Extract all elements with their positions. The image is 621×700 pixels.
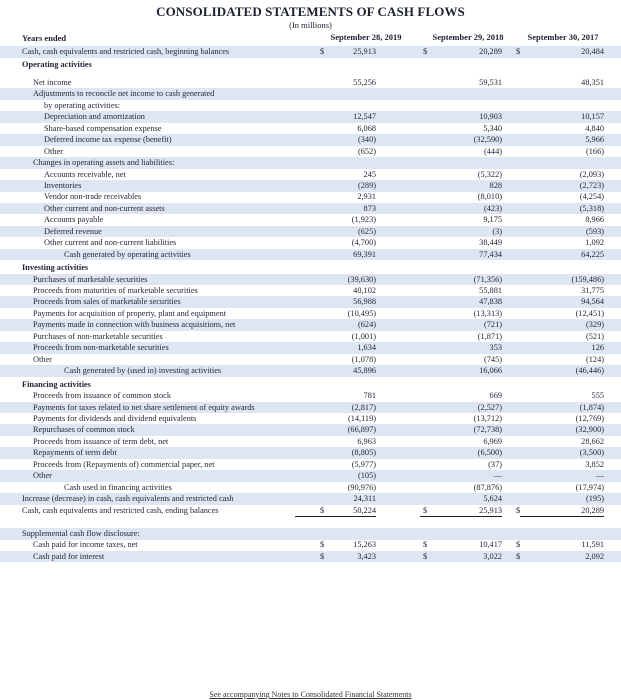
row-value: 1,634: [357, 343, 376, 353]
row-value: (1,078): [295, 354, 376, 367]
row-value: 5,624: [483, 494, 502, 504]
table-row: [0, 88, 621, 100]
row-value: (124): [520, 354, 604, 367]
dollar-sign: $: [516, 505, 521, 515]
row-value: (2,817): [351, 402, 376, 412]
row-value: (8,805): [351, 448, 376, 458]
row-value: (2,093): [579, 169, 604, 179]
row-value: 8,966: [585, 215, 604, 225]
row-value: (625): [358, 226, 376, 236]
row-value: 64,225: [581, 249, 604, 259]
row-value: 55,881: [479, 286, 502, 295]
row-value: 4,840: [585, 123, 604, 133]
table-row: [0, 505, 621, 517]
dollar-sign: $: [423, 505, 428, 515]
column-header-2018: September 29, 2018: [432, 32, 504, 42]
row-label: Other: [33, 354, 52, 364]
row-value: (1,874): [579, 402, 604, 412]
row-value: (17,974): [520, 482, 604, 495]
table-row: [0, 203, 621, 215]
row-value: 69,391: [353, 249, 376, 259]
row-label: Purchases of marketable securities: [33, 274, 148, 284]
row-label: Cash generated by (used in) investing activities: [64, 366, 222, 376]
dollar-sign: $: [320, 505, 325, 515]
table-row: [0, 354, 621, 366]
row-value: 15,263: [353, 540, 376, 550]
row-label: Repurchases of common stock: [33, 425, 135, 435]
row-value: 5,340: [483, 123, 502, 133]
row-value: (3): [492, 226, 502, 236]
row-value: (72,738): [473, 425, 502, 435]
row-value: 3,423: [357, 551, 376, 561]
row-label: Cash, cash equivalents and restricted cash, ending balances: [22, 505, 219, 515]
row-label: Deferred revenue: [44, 226, 102, 236]
dollar-sign: $: [423, 47, 428, 56]
row-label: Investing activities: [22, 263, 89, 273]
row-label: Purchases of non-marketable securities: [33, 331, 163, 341]
row-value: 56,988: [353, 297, 376, 307]
row-value: 24,311: [353, 494, 376, 504]
row-value: 353: [489, 343, 502, 353]
table-row: [0, 123, 621, 135]
row-label: Other current and non-current assets: [44, 203, 165, 213]
row-value: (32,590): [473, 135, 502, 145]
dollar-sign: $: [516, 551, 521, 561]
row-value: (12,769): [575, 413, 604, 423]
row-value: (624): [358, 320, 376, 330]
row-label: Share-based compensation expense: [44, 123, 162, 133]
row-value: (3,500): [579, 448, 604, 458]
row-value: (5,322): [477, 169, 502, 179]
row-value: (340): [358, 135, 376, 145]
dollar-sign: $: [320, 540, 325, 550]
row-label: Repayments of term debt: [33, 448, 117, 458]
table-row: [0, 59, 621, 71]
table-row: [0, 180, 621, 192]
row-value: (8,010): [477, 192, 502, 202]
table-row: [0, 100, 621, 112]
row-value: (10,495): [347, 308, 376, 318]
row-value: 10,903: [479, 112, 502, 122]
table-row: [0, 413, 621, 425]
row-label: Accounts payable: [44, 215, 104, 225]
row-label: Proceeds from (Repayments of) commercial paper, net: [33, 459, 215, 469]
row-value: (37): [488, 459, 502, 469]
table-row: [0, 390, 621, 402]
table-row: [0, 459, 621, 471]
footer-note[interactable]: See accompanying Notes to Consolidated Financial Statements: [209, 690, 412, 699]
row-value: 10,157: [581, 112, 604, 122]
row-value: (652): [358, 146, 376, 156]
row-value: (105): [358, 471, 376, 481]
row-value: (32,900): [575, 425, 604, 435]
row-label: Changes in operating assets and liabilities:: [33, 158, 175, 168]
row-label: Cash generated by operating activities: [64, 249, 191, 259]
row-value: 59,531: [479, 77, 502, 87]
page-subtitle: (In millions): [289, 20, 332, 30]
table-row: [0, 436, 621, 448]
row-value: 126: [591, 343, 604, 353]
row-label: Other current and non-current liabilities: [44, 238, 177, 248]
years-ended-label: Years ended: [22, 33, 67, 43]
table-row: [0, 551, 621, 563]
table-row: [0, 296, 621, 308]
row-value: 555: [591, 391, 604, 401]
row-value: 11,591: [581, 540, 604, 550]
row-label: Other: [33, 471, 52, 481]
row-value: 20,289: [520, 505, 604, 518]
row-value: 16,066: [479, 366, 502, 376]
dollar-sign: $: [516, 540, 521, 550]
row-value: 2,092: [585, 551, 604, 561]
row-value: 6,969: [483, 436, 502, 446]
row-value: (2,723): [579, 180, 604, 190]
dollar-sign: $: [320, 47, 325, 56]
table-row: [0, 214, 621, 226]
row-value: (521): [586, 331, 604, 341]
row-value: 20,289: [479, 47, 502, 56]
row-value: 28,662: [581, 436, 604, 446]
column-header-2017: September 30, 2017: [527, 32, 599, 42]
row-value: (1,001): [351, 331, 376, 341]
row-value: 12,547: [353, 112, 376, 122]
row-value: (423): [484, 203, 502, 213]
table-row: [0, 46, 621, 58]
row-label: Cash paid for income taxes, net: [33, 540, 138, 550]
row-value: (87,876): [420, 482, 502, 495]
table-row: [0, 365, 621, 377]
row-value: (4,254): [579, 192, 604, 202]
row-label: Other: [44, 146, 63, 156]
row-value: (71,356): [473, 274, 502, 284]
row-label: Payments for dividends and dividend equivalents: [33, 413, 197, 423]
row-value: 828: [489, 180, 502, 190]
table-row: [0, 262, 621, 274]
table-row: [0, 191, 621, 203]
table-row: [0, 146, 621, 158]
row-value: 40,102: [353, 286, 376, 295]
row-label: by operating activities:: [44, 100, 121, 110]
row-value: (5,977): [351, 459, 376, 469]
row-value: 55,256: [353, 77, 376, 87]
row-value: (593): [586, 226, 604, 236]
row-value: (329): [586, 320, 604, 330]
row-value: 1,092: [520, 237, 604, 250]
table-row: [0, 169, 621, 181]
row-value: 9,175: [483, 215, 502, 225]
row-value: (39,630): [347, 274, 376, 284]
table-row: [0, 308, 621, 320]
row-value: (6,500): [477, 448, 502, 458]
dollar-sign: $: [516, 47, 521, 56]
row-value: 77,434: [479, 249, 502, 259]
table-row: [0, 482, 621, 494]
table-row: [0, 319, 621, 331]
row-value: 6,963: [357, 436, 376, 446]
row-value: 873: [363, 203, 376, 213]
row-value: (444): [484, 146, 502, 156]
column-header-2019: September 28, 2019: [330, 32, 402, 42]
row-value: 31,775: [581, 286, 604, 295]
row-value: (12,451): [575, 308, 604, 318]
table-row: [0, 493, 621, 505]
row-value: 669: [489, 391, 502, 401]
table-row: [0, 379, 621, 391]
table-row: [0, 539, 621, 551]
row-label: Deferred income tax expense (benefit): [44, 135, 172, 145]
row-label: Proceeds from maturities of marketable securities: [33, 286, 198, 295]
row-value: 2,931: [357, 192, 376, 202]
row-value: (13,712): [473, 413, 502, 423]
table-row: [0, 249, 621, 261]
row-value: 10,417: [479, 540, 502, 550]
row-value: (90,976): [295, 482, 376, 495]
row-label: Increase (decrease) in cash, cash equivalents and restricted cash: [22, 494, 234, 504]
table-row: [0, 157, 621, 169]
row-label: Supplemental cash flow disclosure:: [22, 529, 140, 538]
row-value: (5,318): [579, 203, 604, 213]
row-label: Accounts receivable, net: [44, 169, 126, 179]
row-value: —: [493, 471, 502, 481]
row-label: Proceeds from non-marketable securities: [33, 343, 169, 353]
row-value: 25,913: [353, 47, 376, 56]
row-value: —: [595, 471, 604, 481]
row-value: 3,022: [483, 551, 502, 561]
table-row: [0, 342, 621, 354]
row-value: 47,838: [479, 297, 502, 307]
row-value: 48,351: [581, 77, 604, 87]
table-row: [0, 226, 621, 238]
row-label: Payments made in connection with business acquisitions, net: [33, 320, 236, 330]
row-label: Proceeds from sales of marketable securities: [33, 297, 181, 307]
row-value: (721): [484, 320, 502, 330]
table-row: [0, 111, 621, 123]
table-row: [0, 402, 621, 414]
row-value: 3,852: [585, 459, 604, 469]
row-value: (1,871): [477, 331, 502, 341]
row-label: Cash paid for interest: [33, 551, 105, 561]
table-row: [0, 237, 621, 249]
row-label: Payments for taxes related to net share settlement of equity awards: [33, 402, 255, 412]
row-value: (166): [586, 146, 604, 156]
row-value: (14,119): [347, 413, 376, 423]
table-row: [0, 285, 621, 297]
table-row: [0, 424, 621, 436]
row-value: (46,446): [575, 366, 604, 376]
table-row: [0, 274, 621, 286]
row-value: 50,224: [295, 505, 376, 518]
row-value: 6,068: [357, 123, 376, 133]
row-label: Net income: [33, 77, 72, 87]
row-label: Operating activities: [22, 60, 92, 70]
row-label: Proceeds from issuance of common stock: [33, 391, 172, 401]
table-row: [0, 77, 621, 89]
row-value: 245: [363, 169, 376, 179]
page-title: CONSOLIDATED STATEMENTS OF CASH FLOWS: [156, 4, 465, 19]
row-value: 38,449: [420, 237, 502, 250]
row-value: 25,913: [420, 505, 502, 518]
dollar-sign: $: [423, 551, 428, 561]
row-label: Payments for acquisition of property, plant and equipment: [33, 308, 227, 318]
table-row: [0, 528, 621, 540]
row-label: Cash, cash equivalents and restricted cash, beginning balances: [22, 47, 230, 56]
row-value: (289): [358, 180, 376, 190]
row-value: (4,700): [295, 237, 376, 250]
row-value: 781: [363, 391, 376, 401]
row-label: Cash used in financing activities: [64, 482, 172, 492]
dollar-sign: $: [320, 551, 325, 561]
row-value: (13,313): [473, 308, 502, 318]
row-value: (1,923): [351, 215, 376, 225]
row-value: (66,897): [347, 425, 376, 435]
table-row: [0, 331, 621, 343]
row-label: Vendor non-trade receivables: [44, 192, 142, 202]
row-label: Financing activities: [22, 379, 91, 389]
row-value: 5,966: [585, 135, 604, 145]
row-value: (195): [586, 494, 604, 504]
table-row: [0, 470, 621, 482]
table-row: [0, 447, 621, 459]
row-value: (159,486): [571, 274, 604, 284]
row-value: 20,484: [581, 47, 604, 56]
row-label: Adjustments to reconcile net income to cash generated: [33, 89, 215, 99]
dollar-sign: $: [423, 540, 428, 550]
row-value: 45,896: [353, 366, 376, 376]
table-row: [0, 134, 621, 146]
row-label: Depreciation and amortization: [44, 112, 145, 122]
row-label: Inventories: [44, 180, 82, 190]
row-label: Proceeds from issuance of term debt, net: [33, 436, 169, 446]
row-value: (2,527): [477, 402, 502, 412]
row-value: (745): [420, 354, 502, 367]
row-value: 94,564: [581, 297, 604, 307]
